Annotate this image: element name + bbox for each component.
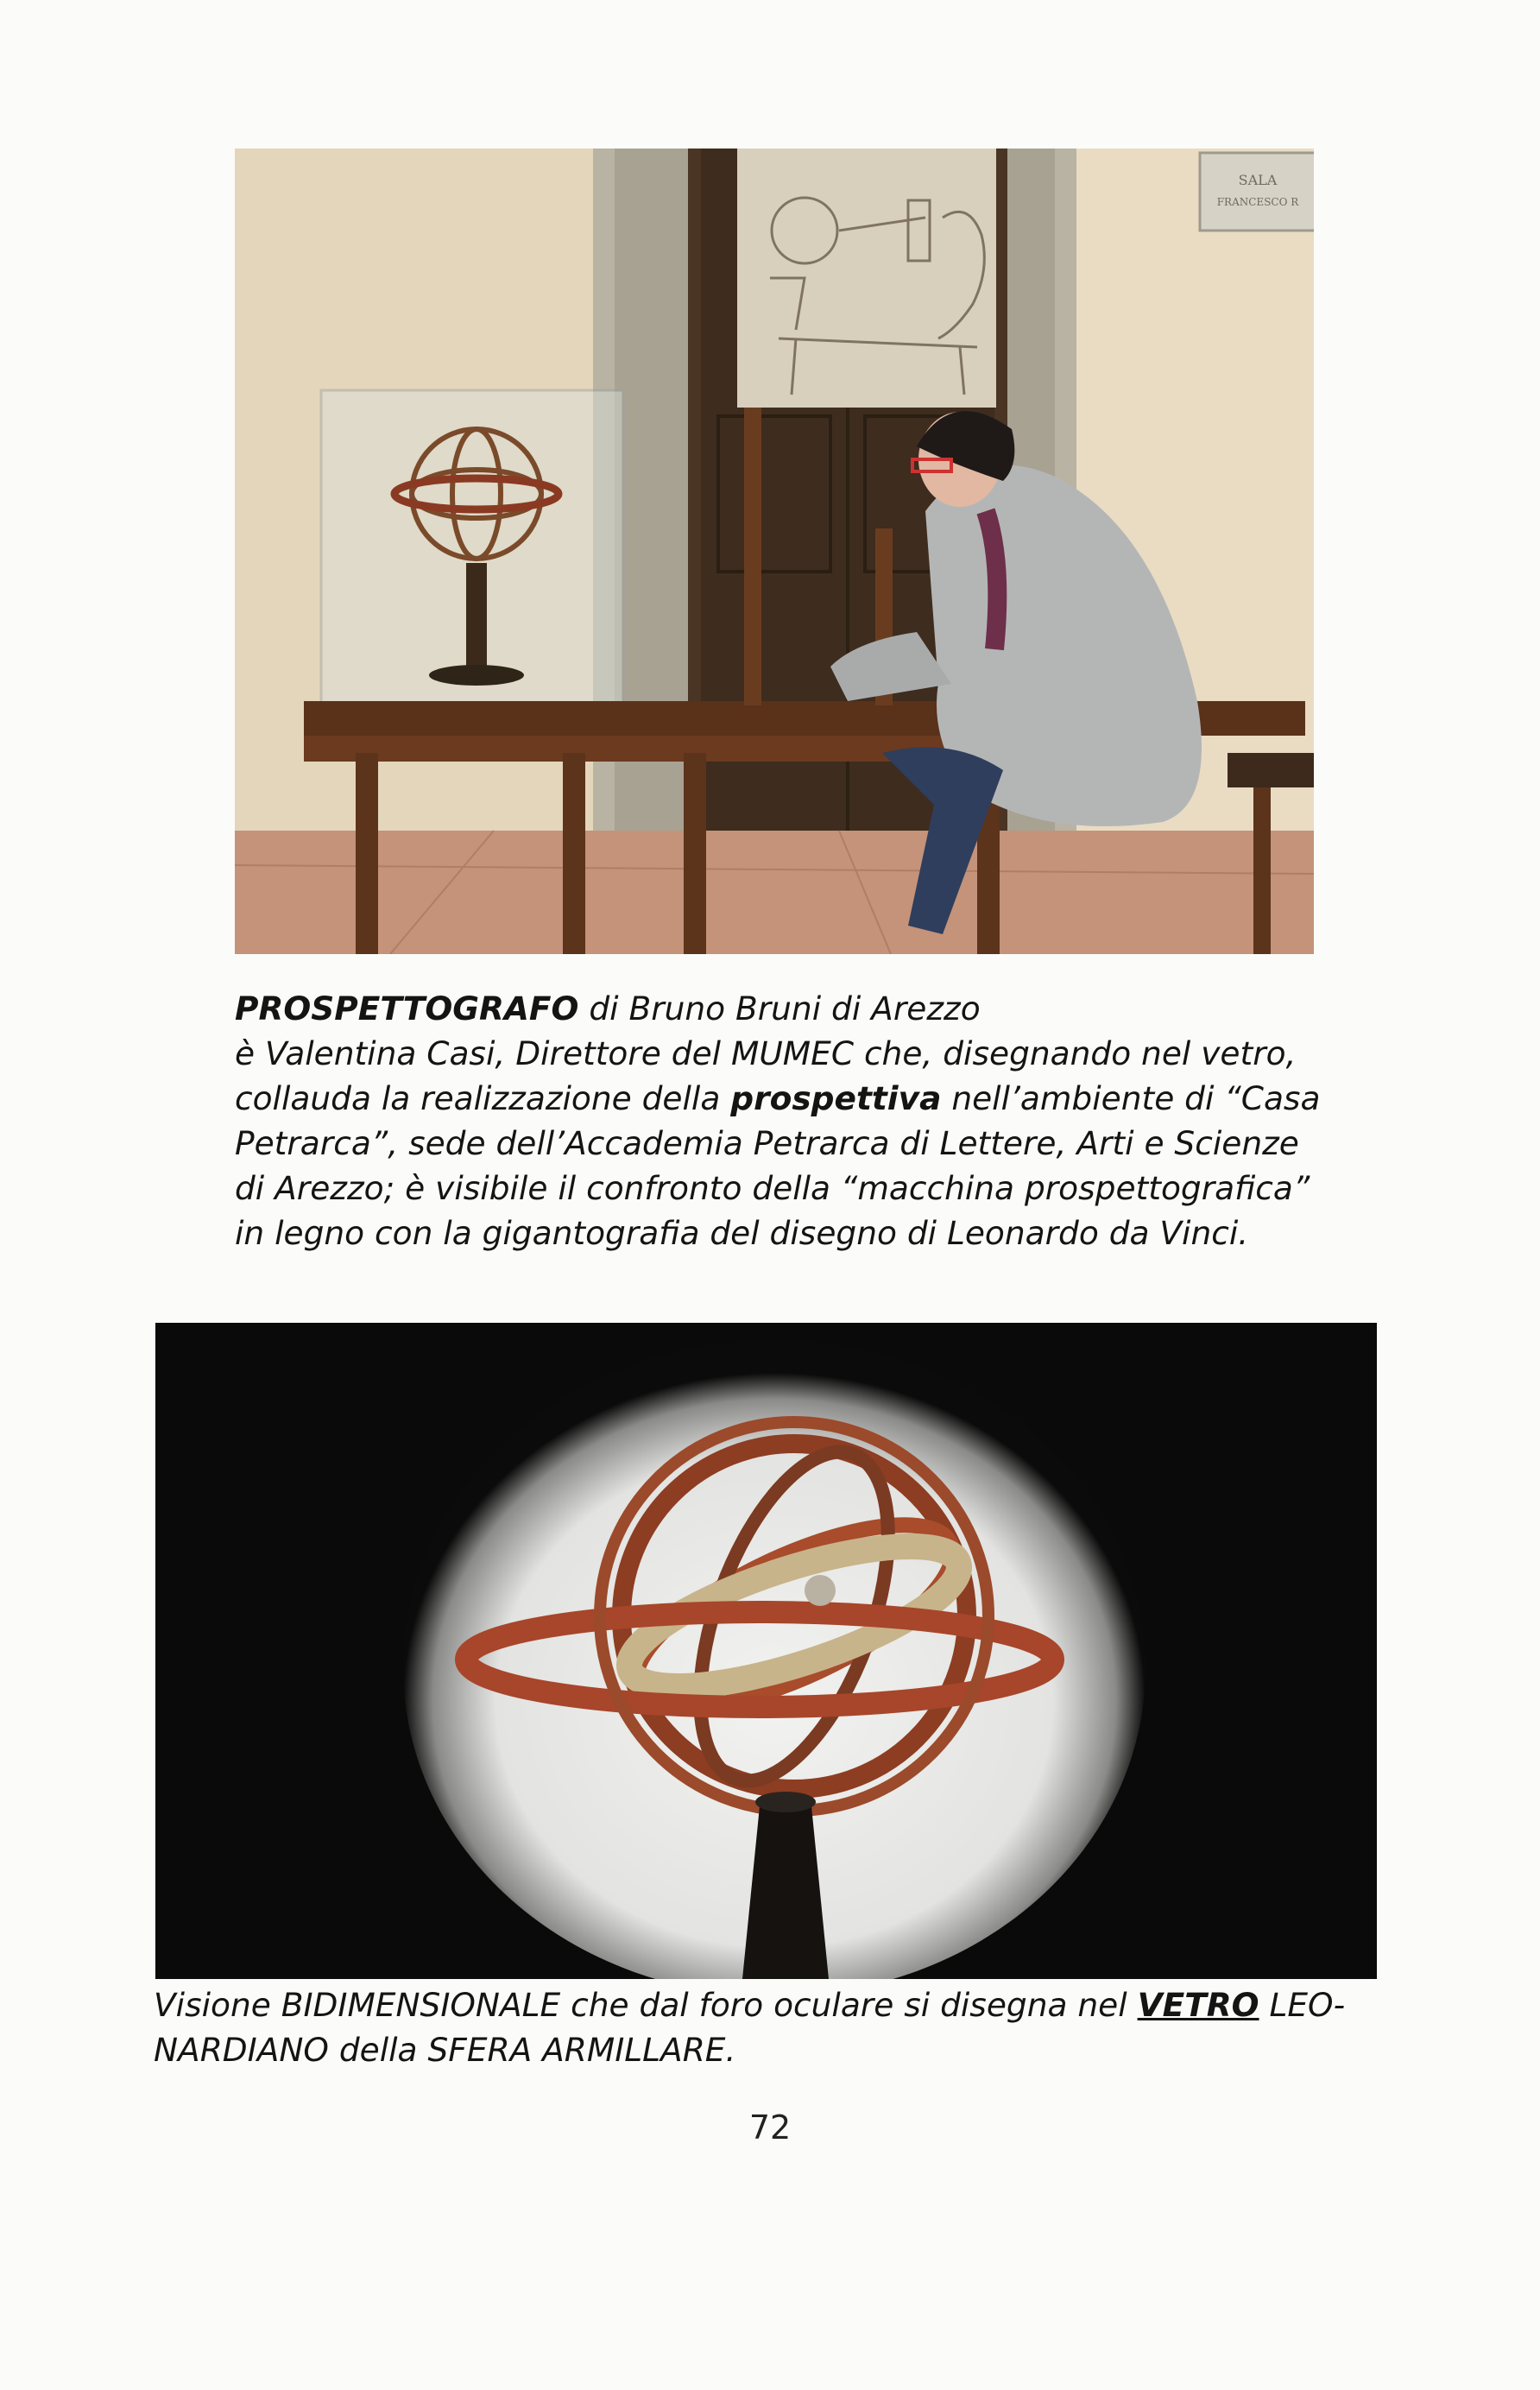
svg-text:FRANCESCO R: FRANCESCO R: [1216, 196, 1299, 208]
armillary-sphere-photo: [155, 1323, 1377, 1979]
caption-line: Petrarca”, sede dell’Accademia Petrarca di Lettere, Arti e Scienze: [235, 1124, 1299, 1162]
caption-line: Visione BIDIMENSIONALE che dal foro oculare si disegna nel VETRO LEO-: [154, 1986, 1346, 2024]
prospettografo-photo: [235, 149, 1314, 954]
page-number: 72: [748, 2109, 792, 2147]
caption-line: di Arezzo; è visibile il confronto della “macchina prospettografica”: [235, 1169, 1310, 1207]
caption-title-line: PROSPETTOGRAFO di Bruno Bruni di Arezzo: [235, 990, 981, 1027]
caption-title: PROSPETTOGRAFO: [235, 990, 579, 1027]
caption-emphasis: VETRO: [1137, 1986, 1259, 2024]
caption-line: in legno con la gigantografia del disegno di Leonardo da Vinci.: [235, 1214, 1249, 1252]
caption-emphasis: prospettiva: [730, 1079, 942, 1117]
caption-line: è Valentina Casi, Direttore del MUMEC che, disegnando nel vetro,: [235, 1034, 1297, 1072]
caption-line: collauda la realizzazione della prospettiva nell’ambiente di “Casa: [235, 1079, 1321, 1117]
caption-visione: [154, 1982, 1379, 2072]
caption-prospettografo: [235, 986, 1331, 1255]
wall-sign-text: SALA: [1238, 172, 1278, 188]
caption-line: NARDIANO della SFERA ARMILLARE.: [154, 2031, 736, 2069]
